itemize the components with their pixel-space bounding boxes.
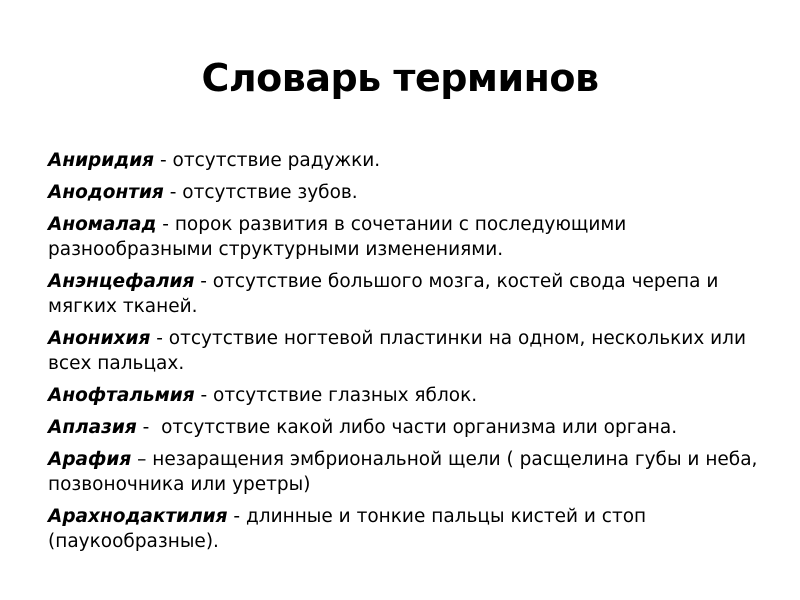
term-word: Аномалад [48,214,157,235]
term-separator: - [194,385,214,406]
term-definition: отсутствие какой либо части организма или органа. [161,417,678,438]
term-word: Аниридия [48,150,155,171]
term-separator: - [163,182,183,203]
term-separator: - [150,328,169,349]
term-separator: - [194,271,213,292]
term-word: Аплазия [48,417,137,438]
term-word: Анодонтия [48,182,164,203]
term-entry [48,148,768,173]
term-entry [48,212,768,262]
term-entry [48,326,768,376]
term-word: Арахнодактилия [48,506,228,527]
term-definition: отсутствие ногтевой пластинки на одном, нескольких или всех пальцах. [48,328,747,374]
term-word: Анофтальмия [48,385,195,406]
term-definition: отсутствие глазных яблок. [213,385,478,406]
term-entry [48,504,768,554]
term-definition: длинные и тонкие пальцы кистей и стоп (паукообразные). [48,506,647,552]
slide-title: Словарь терминов [201,56,599,100]
term-word: Анонихия [48,328,151,349]
term-separator: - [154,150,173,171]
term-entry [48,447,768,497]
term-definition: отсутствие зубов. [182,182,358,203]
term-separator: - [136,417,162,438]
term-definition: отсутствие большого мозга, костей свода черепа и мягких тканей. [48,271,719,317]
term-separator: – [131,449,153,470]
term-entry [48,415,768,440]
term-separator: - [156,214,175,235]
term-entry [48,383,768,408]
term-word: Арафия [48,449,132,470]
term-entry [48,269,768,319]
term-definition: незаращения эмбриональной щели ( расщелина губы и неба, позвоночника или уретры) [48,449,758,495]
term-entry [48,180,768,205]
terms-list [48,148,768,561]
term-word: Анэнцефалия [48,271,195,292]
term-definition: порок развития в сочетании с последующими разнообразными структурными изменениями. [48,214,627,260]
term-separator: - [227,506,246,527]
term-definition: отсутствие радужки. [172,150,381,171]
